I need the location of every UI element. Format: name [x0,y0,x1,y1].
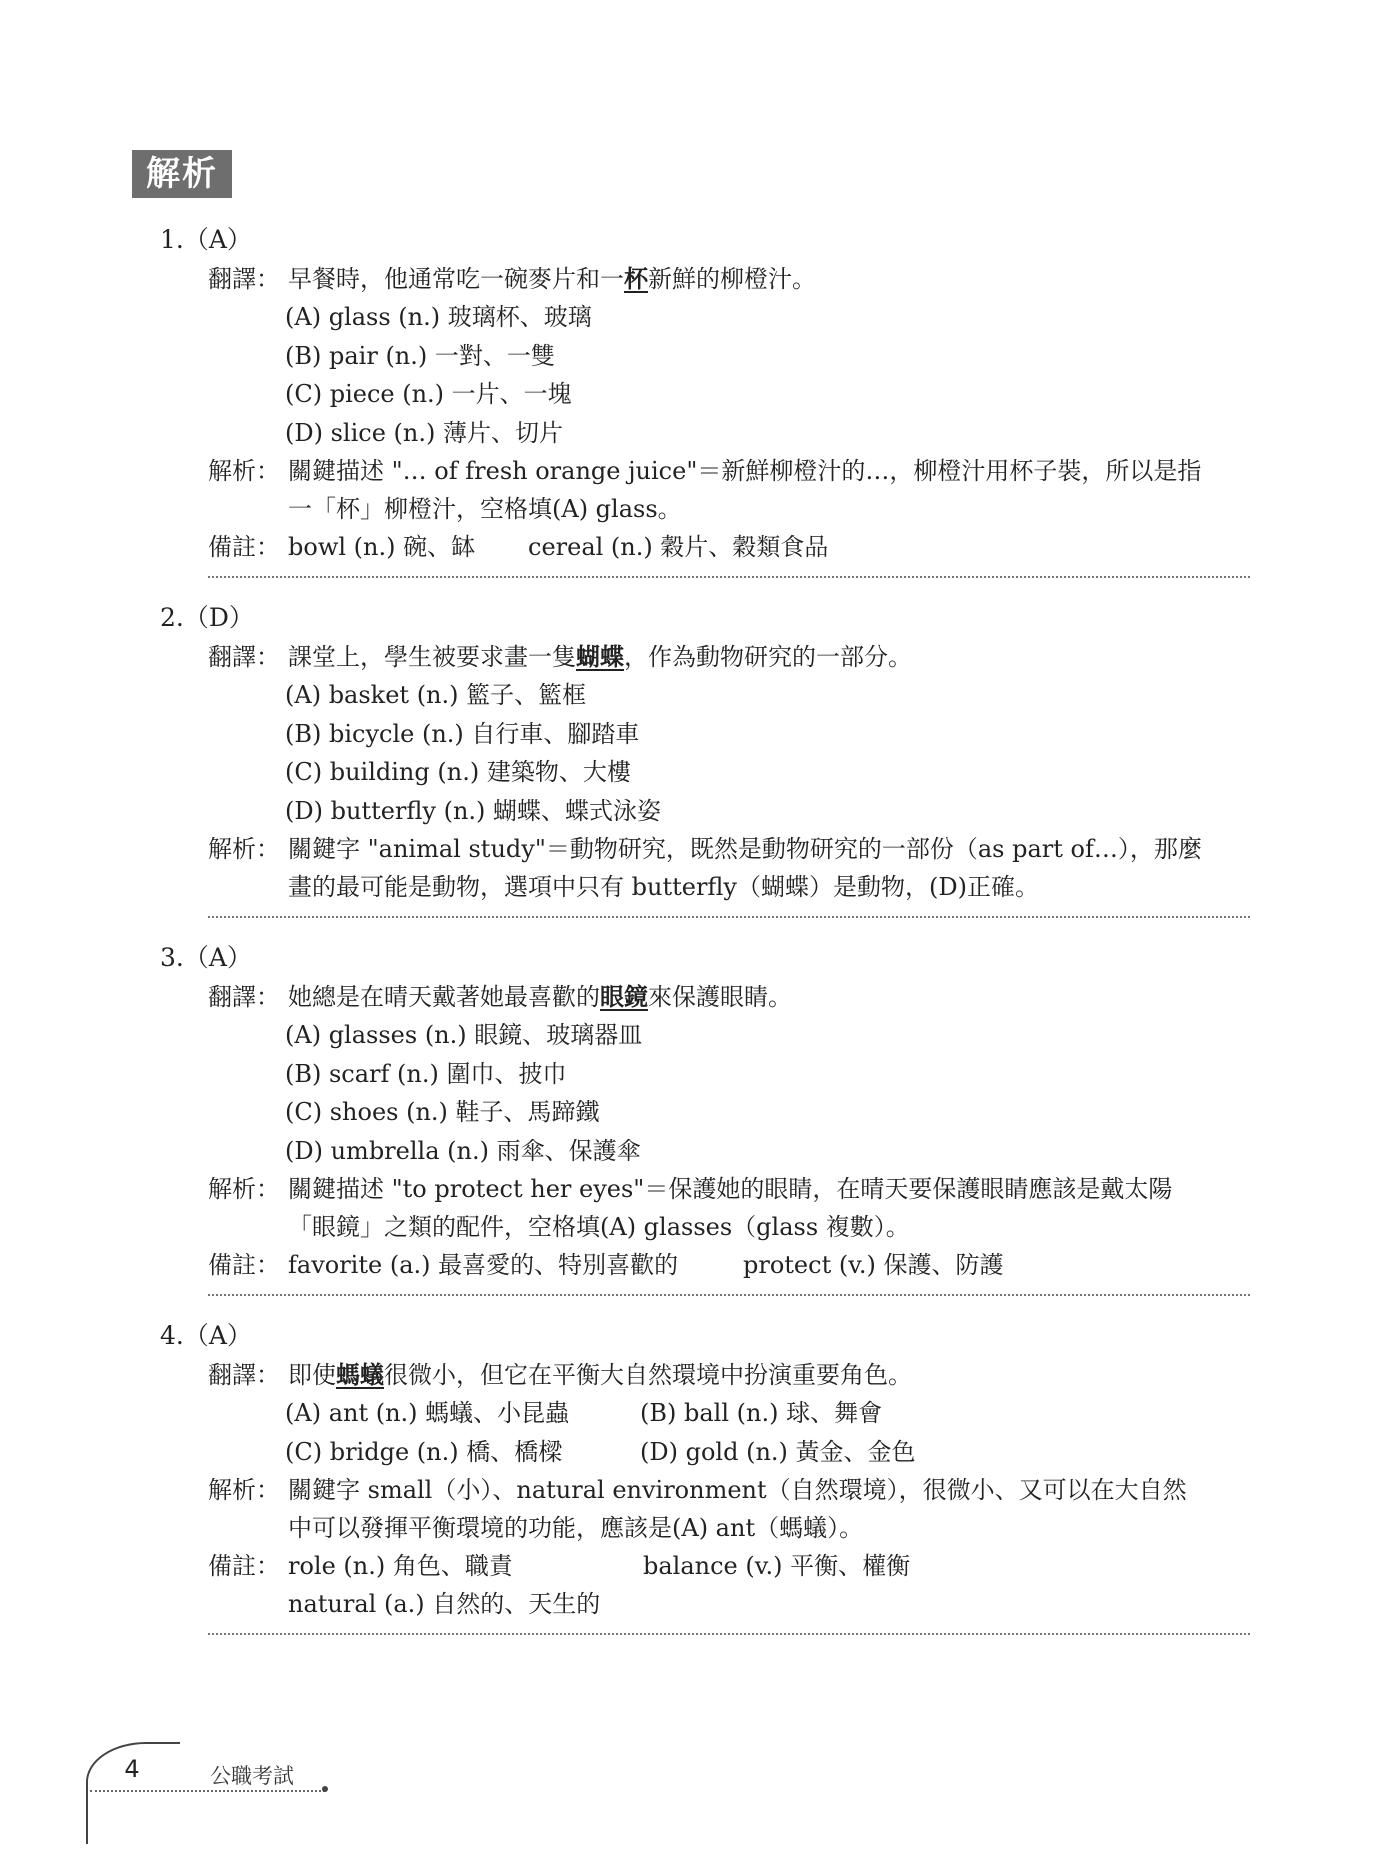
option: (A) glass (n.) 玻璃杯、玻璃 [285,303,592,331]
note-row: 備註： bowl (n.) 碗、缽 cereal (n.) 穀片、穀類食品 [208,533,829,561]
section-title: 解析 [132,150,232,198]
footer-dotted-line [90,1790,325,1792]
key-word: 螞蟻 [336,1360,384,1389]
option: (A) ant (n.) 螞蟻、小昆蟲 [285,1399,570,1427]
option: (C) bridge (n.) 橋、橋樑 [285,1437,563,1466]
option: (B) pair (n.) 一對、一雙 [285,341,555,370]
translation-row: 翻譯： 她總是在晴天戴著她最喜歡的眼鏡來保護眼睛。 [208,982,792,1011]
option-row [160,1433,1250,1472]
dotted-separator [208,1633,1250,1635]
option: (C) shoes (n.) 鞋子、馬蹄鐵 [285,1098,600,1126]
key-word: 眼鏡 [600,982,648,1011]
question-head: 3.（A） [160,943,252,972]
key-word: 杯 [624,264,648,293]
option: (D) butterfly (n.) 蝴蝶、蝶式泳姿 [285,796,662,825]
option: (B) ball (n.) 球、舞會 [640,1399,883,1427]
footer-dot [322,1786,328,1792]
option: (B) scarf (n.) 圍巾、披巾 [285,1059,567,1088]
note-row: 備註： favorite (a.) 最喜愛的、特別喜歡的 protect (v.) 保護、防護 [208,1251,1004,1279]
question-head: 2.（D） [160,603,254,632]
page-number: 4 [124,1755,140,1783]
translation-row: 翻譯： 課堂上，學生被要求畫一隻蝴蝶，作為動物研究的一部分。 [208,642,912,671]
answer-explanations [160,222,1250,1657]
book-title: 公職考試 [210,1764,294,1788]
dotted-separator [208,576,1250,578]
option: (C) building (n.) 建築物、大樓 [285,758,631,786]
question-2 [160,600,1250,918]
option: (A) basket (n.) 籃子、籃框 [285,681,587,709]
option: (D) gold (n.) 黃金、金色 [640,1437,916,1466]
option: (A) glasses (n.) 眼鏡、玻璃器皿 [285,1021,643,1049]
question-head: 4.（A） [160,1321,252,1350]
option-row [160,1394,1250,1433]
option: (C) piece (n.) 一片、一塊 [285,380,572,408]
analysis-row: 解析： 關鍵字 "animal study"＝動物研究，既然是動物研究的一部份（as part of…），那麼 畫的最可能是動物，選項中只有 butterfly（蝴蝶）是動物，(D)正確。 [208,835,1202,901]
translation-row: 翻譯： 即使螞蟻很微小，但它在平衡大自然環境中扮演重要角色。 [208,1360,912,1389]
dotted-separator [208,916,1250,918]
question-4 [160,1318,1250,1635]
analysis-row: 解析： 關鍵描述 "to protect her eyes"＝保護她的眼睛，在晴天要保護眼睛應該是戴太陽 「眼鏡」之類的配件，空格填(A) glasses（glass 複數）。 [208,1175,1173,1241]
question-3 [160,940,1250,1296]
option: (D) umbrella (n.) 雨傘、保護傘 [285,1136,641,1165]
analysis-row: 解析： 關鍵字 small（小）、natural environment（自然環境），很微小、又可以在大自然 中可以發揮平衡環境的功能，應該是(A) ant（螞蟻）。 [208,1476,1187,1542]
question-head: 1.（A） [160,225,252,254]
analysis-row: 解析： 關鍵描述 "… of fresh orange juice"＝新鮮柳橙汁的…，柳橙汁用杯子裝，所以是指 一「杯」柳橙汁，空格填(A) glass。 [208,457,1202,523]
key-word: 蝴蝶 [576,642,624,671]
option: (D) slice (n.) 薄片、切片 [285,418,563,447]
translation-row: 翻譯： 早餐時，他通常吃一碗麥片和一杯新鮮的柳橙汁。 [208,264,816,293]
note-row: 備註： role (n.) 角色、職責 balance (v.) 平衡、權衡 natural (a.) 自然的、天生的 [208,1552,911,1618]
option: (B) bicycle (n.) 自行車、腳踏車 [285,719,640,748]
dotted-separator [208,1294,1250,1296]
question-1 [160,222,1250,578]
